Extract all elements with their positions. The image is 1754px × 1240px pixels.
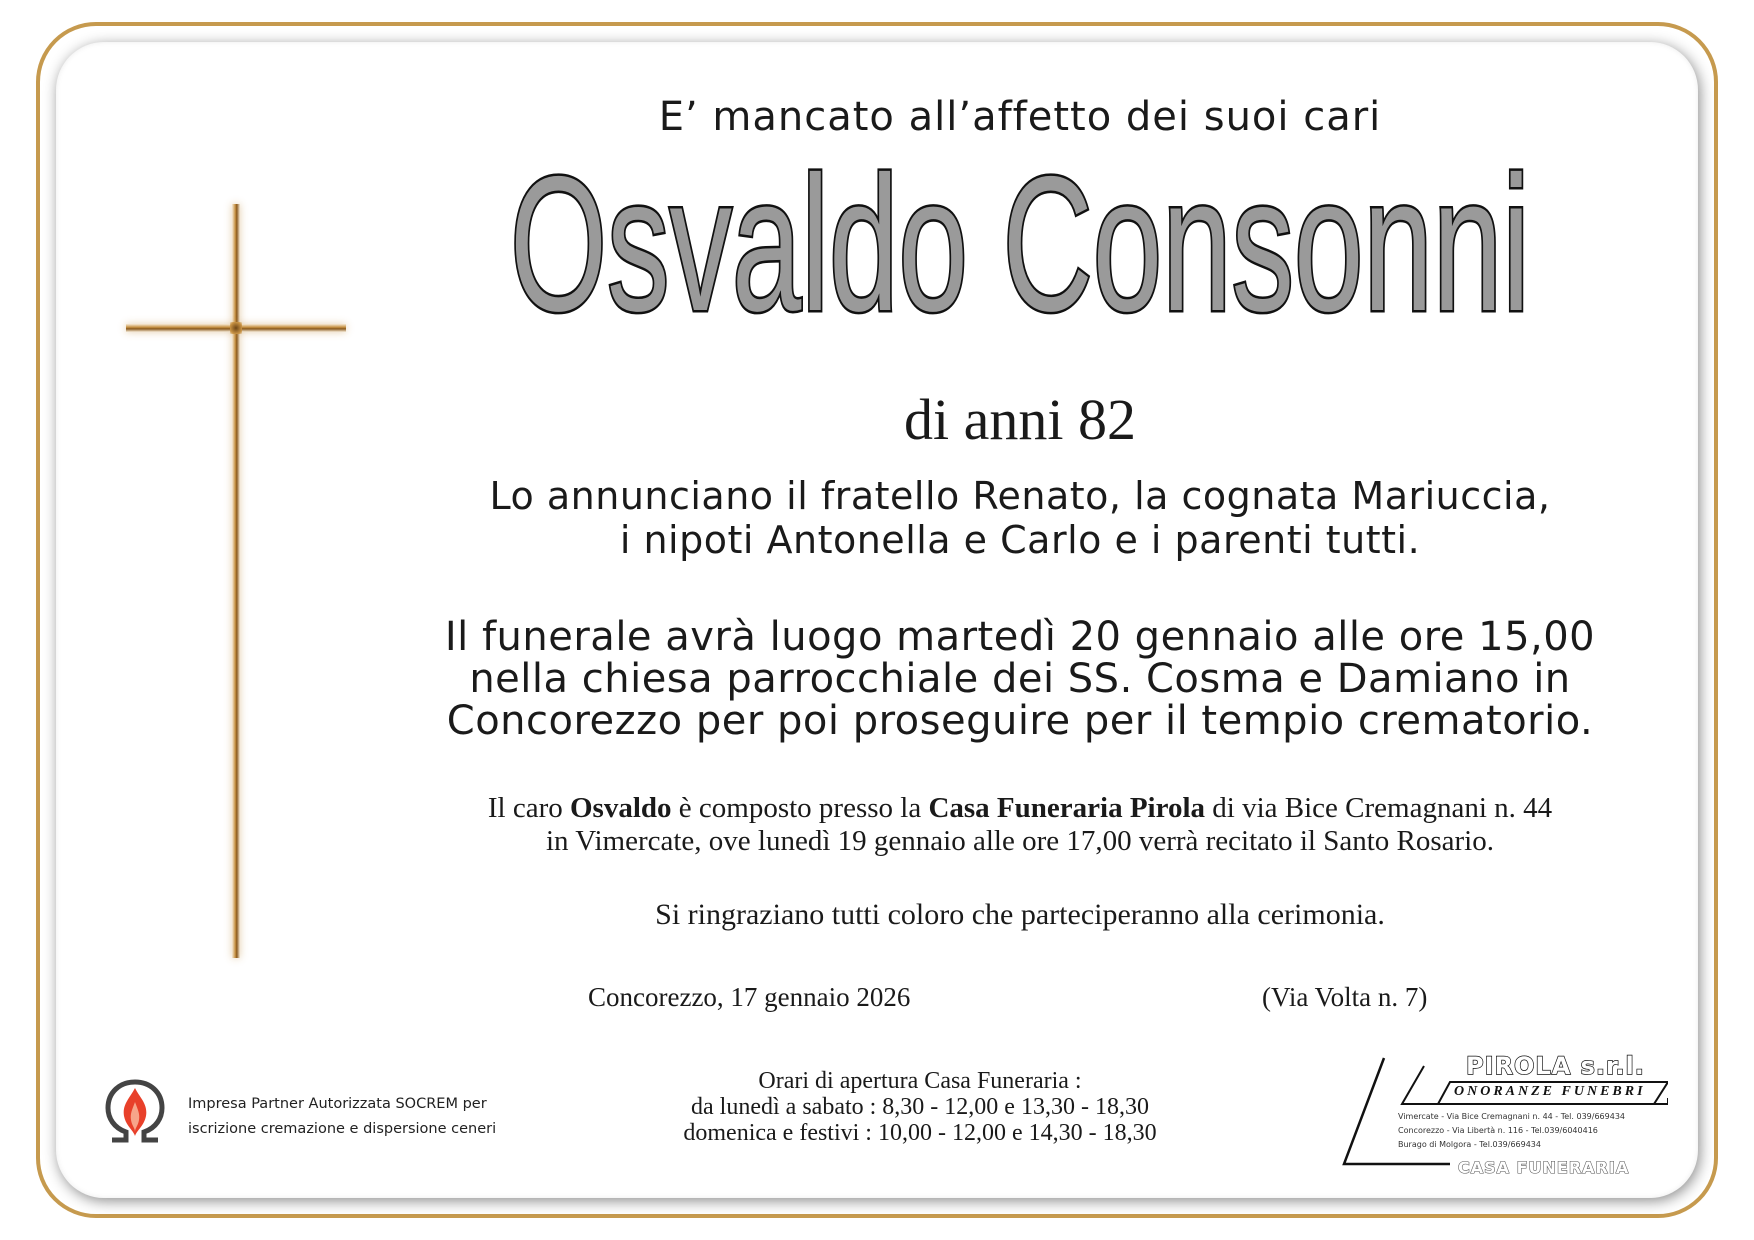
deceased-name-text: Osvaldo Consonni xyxy=(509,160,1530,352)
thanks-text: Si ringraziano tutti coloro che parteciperanno alla cerimonia. xyxy=(655,898,1385,931)
hours-title: Orari di apertura Casa Funeraria : xyxy=(758,1068,1082,1094)
cross-icon xyxy=(232,204,240,958)
wake-details-line: in Vimercate, ove lunedì 19 gennaio alle ore 17,00 verrà recitato il Santo Rosario. xyxy=(546,825,1494,857)
socrem-line: iscrizione cremazione e dispersione ceneri xyxy=(188,1121,497,1137)
announcement xyxy=(400,474,1640,562)
intro-text: E’ mancato all’affetto dei suoi cari xyxy=(658,94,1382,140)
socrem-line: Impresa Partner Autorizzata SOCREM per xyxy=(188,1096,487,1112)
announcement-line: Lo annunciano il fratello Renato, la cognata Mariuccia, xyxy=(489,474,1551,518)
pirola-logo xyxy=(1338,1052,1668,1180)
pirola-address-line: Burago di Molgora - Tel.039/669434 xyxy=(1398,1140,1541,1149)
pirola-address-line: Vimercate - Via Bice Cremagnani n. 44 - Tel. 039/669434 xyxy=(1398,1112,1625,1121)
socrem-logo-icon xyxy=(100,1074,170,1148)
pirola-subtitle: ONORANZE FUNEBRI xyxy=(1454,1084,1646,1099)
hours-weekdays: da lunedì a sabato : 8,30 - 12,00 e 13,30 - 18,30 xyxy=(691,1094,1149,1120)
pirola-name: PIROLA s.r.l. xyxy=(1466,1052,1645,1080)
pirola-address-line: Concorezzo - Via Libertà n. 116 - Tel.039/6040416 xyxy=(1398,1126,1598,1135)
funeral-line: Il funerale avrà luogo martedì 20 gennaio alle ore 15,00 xyxy=(444,614,1596,660)
opening-hours xyxy=(620,1068,1220,1146)
wake-funeral-home: Casa Funeraria Pirola xyxy=(928,792,1206,824)
hours-holidays: domenica e festivi : 10,00 - 12,00 e 14,30 - 18,30 xyxy=(683,1120,1157,1146)
wake-details xyxy=(400,792,1640,858)
place-date: Concorezzo, 17 gennaio 2026 xyxy=(588,982,911,1012)
funeral-line: Concorezzo per poi proseguire per il tempio crematorio. xyxy=(446,698,1594,744)
wake-name: Osvaldo xyxy=(570,792,672,824)
funeral-line: nella chiesa parrocchiale dei SS. Cosma e Damiano in xyxy=(469,656,1571,702)
funeral-info xyxy=(400,616,1640,742)
pirola-casa-funeraria: CASA FUNERARIA xyxy=(1458,1158,1630,1177)
announcement-line: i nipoti Antonella e Carlo e i parenti tutti. xyxy=(619,518,1421,562)
deceased-name xyxy=(420,160,1620,360)
wake-details-line xyxy=(400,792,1640,825)
wake-text: di via Bice Cremagnani n. 44 xyxy=(1205,792,1553,824)
family-address: (Via Volta n. 7) xyxy=(1262,982,1428,1012)
socrem-partner-text xyxy=(188,1092,496,1142)
age-text: di anni 82 xyxy=(904,387,1136,452)
wake-text: è composto presso la xyxy=(671,792,929,824)
wake-text: Il caro xyxy=(487,792,570,824)
pirola-addresses xyxy=(1398,1110,1625,1152)
cross-icon-center xyxy=(230,322,242,334)
